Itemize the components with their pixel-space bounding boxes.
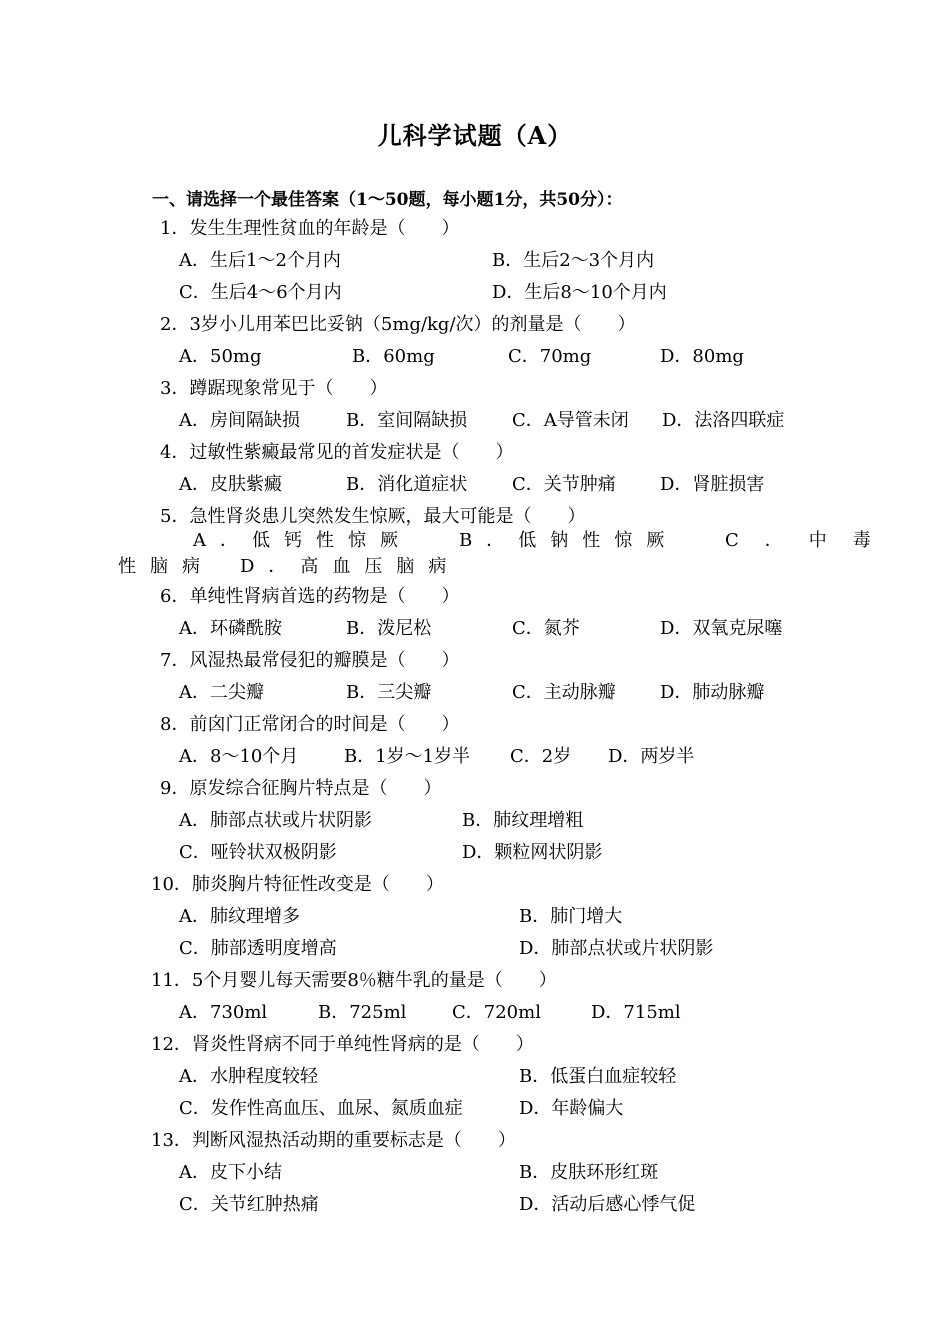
q11-option-a: A．730ml	[179, 1002, 268, 1023]
question-6: 6．单纯性肾病首选的药物是（ ）	[160, 586, 460, 607]
question-12: 12．肾炎性肾病不同于单纯性肾病的是（ ）	[151, 1034, 534, 1055]
q5-option-c: C．中毒	[725, 530, 897, 551]
page-title: 儿科学试题（A）	[377, 121, 573, 150]
q9-option-a: A．肺部点状或片状阴影	[179, 810, 372, 831]
q13-option-a: A．皮下小结	[179, 1162, 282, 1183]
q11-option-c: C．720ml	[452, 1002, 541, 1023]
q3-option-c: C．A导管未闭	[512, 410, 629, 431]
q3-option-a: A．房间隔缺损	[179, 410, 300, 431]
q5-option-a: A．低钙性惊厥	[193, 530, 412, 551]
q2-option-d: D．80mg	[660, 346, 744, 367]
q6-option-d: D．双氧克尿噻	[660, 618, 783, 639]
q4-option-c: C．关节肿痛	[512, 474, 616, 495]
q3-option-d: D．法洛四联症	[662, 410, 785, 431]
q13-option-c: C．关节红肿热痛	[179, 1194, 319, 1215]
q8-option-c: C．2岁	[510, 746, 572, 767]
q8-option-b: B．1岁～1岁半	[344, 746, 471, 767]
q7-option-b: B．三尖瓣	[346, 682, 432, 703]
q3-option-b: B．室间隔缺损	[346, 410, 468, 431]
question-3: 3．蹲踞现象常见于（ ）	[160, 378, 388, 399]
q9-option-c: C．哑铃状双极阴影	[179, 842, 337, 863]
q10-option-a: A．肺纹理增多	[179, 906, 300, 927]
q2-option-a: A．50mg	[179, 346, 262, 367]
q12-option-c: C．发作性高血压、血尿、氮质血症	[179, 1098, 463, 1119]
question-11: 11．5个月婴儿每天需要8％糖牛乳的量是（ ）	[151, 970, 557, 991]
q13-option-d: D．活动后感心悸气促	[519, 1194, 696, 1215]
q11-option-b: B．725ml	[318, 1002, 407, 1023]
q4-option-b: B．消化道症状	[346, 474, 468, 495]
q12-option-a: A．水肿程度较轻	[179, 1066, 318, 1087]
question-2: 2．3岁小儿用苯巴比妥钠（5mg/kg/次）的剂量是（ ）	[160, 314, 636, 335]
q9-option-d: D．颗粒网状阴影	[462, 842, 603, 863]
q1-option-d: D．生后8～10个月内	[492, 282, 667, 303]
question-1: 1．发生生理性贫血的年龄是（ ）	[160, 218, 460, 239]
question-9: 9．原发综合征胸片特点是（ ）	[160, 778, 442, 799]
q5-option-d: D．高血压脑病	[240, 556, 461, 577]
q6-option-c: C．氮芥	[512, 618, 580, 639]
q8-option-a: A．8～10个月	[179, 746, 299, 767]
question-13: 13．判断风湿热活动期的重要标志是（ ）	[151, 1130, 516, 1151]
q13-option-b: B．皮肤环形红斑	[519, 1162, 659, 1183]
question-7: 7．风湿热最常侵犯的瓣膜是（ ）	[160, 650, 460, 671]
q7-option-a: A．二尖瓣	[179, 682, 264, 703]
q6-option-a: A．环磷酰胺	[179, 618, 282, 639]
q5-option-b: B．低钠性惊厥	[459, 530, 679, 551]
q9-option-b: B．肺纹理增粗	[462, 810, 584, 831]
q4-option-d: D．肾脏损害	[660, 474, 765, 495]
q10-option-c: C．肺部透明度增高	[179, 938, 337, 959]
q7-option-d: D．肺动脉瓣	[660, 682, 765, 703]
q1-option-a: A．生后1～2个月内	[179, 250, 341, 271]
question-5: 5．急性肾炎患儿突然发生惊厥，最大可能是（ ）	[160, 506, 586, 527]
q12-option-d: D．年龄偏大	[519, 1098, 624, 1119]
q12-option-b: B．低蛋白血症较轻	[519, 1066, 677, 1087]
q2-option-c: C．70mg	[508, 346, 592, 367]
q11-option-d: D．715ml	[591, 1002, 681, 1023]
q5-option-c-continued: 性脑病	[118, 556, 214, 577]
q1-option-c: C．生后4～6个月内	[179, 282, 342, 303]
q6-option-b: B．泼尼松	[346, 618, 432, 639]
q2-option-b: B．60mg	[352, 346, 435, 367]
q8-option-d: D．两岁半	[608, 746, 695, 767]
q10-option-b: B．肺门增大	[519, 906, 623, 927]
q1-option-b: B．生后2～3个月内	[492, 250, 655, 271]
question-10: 10．肺炎胸片特征性改变是（ ）	[151, 874, 444, 895]
question-8: 8．前囟门正常闭合的时间是（ ）	[160, 714, 460, 735]
q7-option-c: C．主动脉瓣	[512, 682, 616, 703]
q10-option-d: D．肺部点状或片状阴影	[519, 938, 714, 959]
q4-option-a: A．皮肤紫癜	[179, 474, 282, 495]
question-4: 4．过敏性紫癜最常见的首发症状是（ ）	[160, 442, 514, 463]
section-heading: 一、请选择一个最佳答案（1～50题，每小题1分，共50分）：	[152, 190, 623, 210]
